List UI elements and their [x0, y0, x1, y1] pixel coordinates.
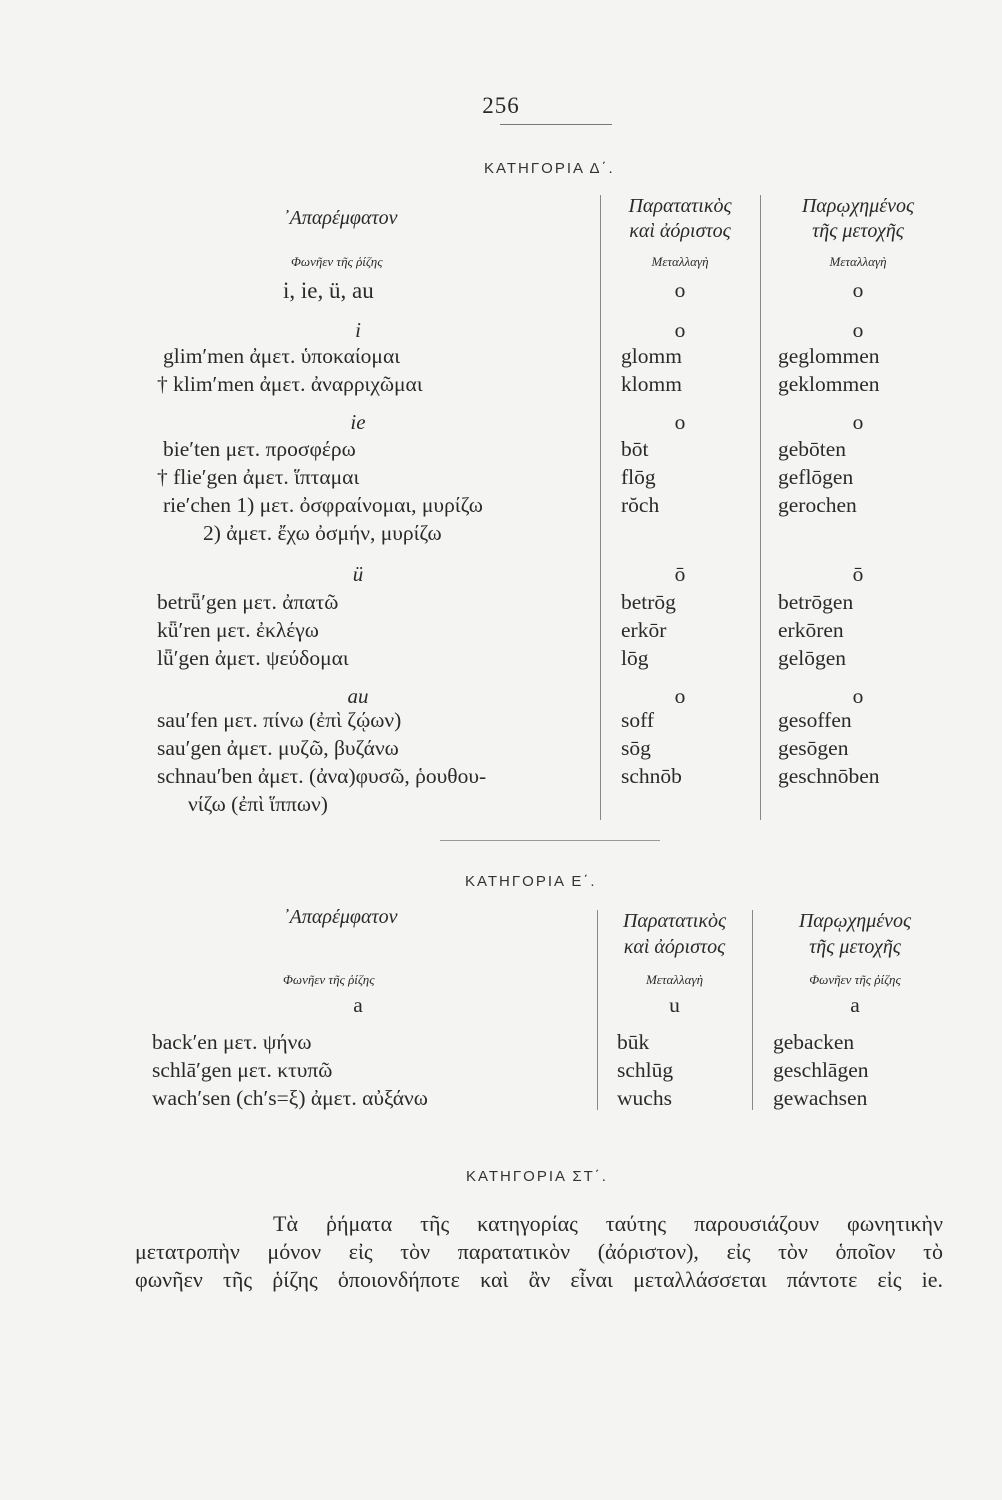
group-au-mutation-2: o: [674, 684, 686, 708]
table-row-past: lōg: [621, 646, 649, 670]
section-st-title: ΚΑΤΗΓΟΡΙΑ ΣΤ΄.: [466, 1168, 608, 1185]
group-grade-i: i: [355, 318, 361, 342]
section-d-col1-header: ᾿Απαρέμφατον: [283, 207, 398, 229]
section-d-divider-2: [760, 195, 761, 820]
table-row-past: sōg: [621, 736, 651, 760]
paragraph-line: φωνῆεν τῆς ῥίζης ὁποιονδήποτε καὶ ἂν εἶναι μεταλλάσσεται πάντοτε εἰς ie.: [135, 1267, 943, 1292]
table-row-past: klomm: [621, 372, 682, 396]
paragraph-line: Τὰ ῥήματα τῆς κατηγορίας ταύτης παρουσιάζουν φωνητικὴν: [273, 1211, 943, 1236]
section-e-col3-sub: Φωνῆεν τῆς ῥίζης: [809, 972, 901, 987]
table-row-past: bōt: [621, 437, 649, 461]
group-i-mutation-3: o: [852, 318, 864, 342]
section-d-title: ΚΑΤΗΓΟΡΙΑ Δ΄.: [484, 160, 615, 177]
group-ie-mutation-3: o: [852, 410, 864, 434]
section-st-paragraph: [135, 1210, 943, 1294]
table-row-participle: betrōgen: [778, 590, 854, 614]
table-row-infinitive-cont: 2) ἀμετ. ἔχω ὀσμήν, μυρίζω: [203, 521, 442, 545]
table-row-participle: gesoffen: [778, 708, 852, 732]
section-e-col2-header-2: καὶ ἀόριστος: [623, 936, 726, 958]
table-row-infinitive: glim′men ἀμετ. ὑποκαίομαι: [163, 344, 400, 368]
section-e-title: ΚΑΤΗΓΟΡΙΑ Ε΄.: [465, 873, 597, 890]
table-row-infinitive: sau′gen ἀμετ. μυζῶ, βυζάνω: [157, 736, 399, 760]
table-row-participle: geglommen: [778, 344, 880, 368]
section-e-divider-2: [752, 910, 753, 1110]
section-e-vowel-2: u: [669, 993, 680, 1017]
section-d-col2-header-2: καὶ ἀόριστος: [629, 220, 731, 242]
section-d-mutation-2: o: [674, 278, 686, 302]
table-row-participle: geschlāgen: [773, 1058, 869, 1082]
table-row-infinitive: kǖ′ren μετ. ἐκλέγω: [157, 618, 319, 642]
table-row-past: wuchs: [617, 1086, 672, 1110]
table-row-infinitive: schnau′ben ἀμετ. (ἀνα)φυσῶ, ῥουθου-: [157, 764, 487, 788]
table-row-participle: gesōgen: [778, 736, 849, 760]
section-d-col2-sub: Μεταλλαγὴ: [651, 254, 709, 269]
table-row-participle: gewachsen: [773, 1086, 868, 1110]
group-grade-u: ü: [352, 562, 364, 586]
paragraph-line: μετατροπὴν μόνον εἰς τὸν παρατατικὸν (ἀόριστον), εἰς τὸν ὁποῖον τὸ: [135, 1239, 943, 1264]
group-au-mutation-3: o: [852, 684, 864, 708]
page-number-rule: [500, 124, 612, 125]
table-row-past: schnōb: [621, 764, 682, 788]
table-row-past: flōg: [621, 465, 656, 489]
group-i-mutation-2: o: [674, 318, 686, 342]
table-row-infinitive: back′en μετ. ψήνω: [152, 1030, 312, 1054]
section-e-col3-header-1: Παρῳχημένος: [798, 910, 912, 932]
group-grade-ie: ie: [350, 410, 366, 434]
table-row-participle: gebacken: [773, 1030, 855, 1054]
table-row-past: schlūg: [617, 1058, 674, 1082]
section-separator: [440, 840, 660, 841]
table-row-infinitive: schlā′gen μετ. κτυπῶ: [152, 1058, 333, 1082]
section-e-col2-sub: Μεταλλαγὴ: [645, 972, 704, 987]
table-row-infinitive: rie′chen 1) μετ. ὀσφραίνομαι, μυρίζω: [163, 493, 483, 517]
group-grade-au: au: [347, 684, 369, 708]
section-e-col2-header-1: Παρατατικὸς: [622, 910, 727, 932]
table-row-participle: gebōten: [778, 437, 847, 461]
page-number: 256: [482, 93, 520, 118]
section-d-col2-header-1: Παρατατικὸς: [628, 195, 732, 217]
table-row-participle: gerochen: [778, 493, 857, 517]
table-row-past: erkōr: [621, 618, 667, 642]
section-d-col1-sub: Φωνῆεν τῆς ῥίζης: [291, 254, 383, 269]
section-e-vowel-1: a: [353, 993, 363, 1017]
group-u-mutation-3: ō: [852, 562, 864, 586]
table-row-infinitive: † klim′men ἀμετ. ἀναρριχῶμαι: [157, 372, 423, 396]
table-row-past: soff: [621, 708, 655, 732]
table-row-participle: gelōgen: [778, 646, 847, 670]
section-e-col1-sub: Φωνῆεν τῆς ῥίζης: [283, 972, 375, 987]
section-e-col3-header-2: τῆς μετοχῆς: [809, 936, 901, 958]
table-row-infinitive: betrǖ′gen μετ. ἀπατῶ: [157, 590, 339, 614]
group-u-mutation-2: ō: [674, 562, 686, 586]
section-e-col1-header: ᾿Απαρέμφατον: [283, 906, 398, 928]
section-d-col3-header-2: τῆς μετοχῆς: [812, 220, 904, 242]
section-e-vowel-3: a: [850, 993, 860, 1017]
table-row-infinitive: bie′ten μετ. προσφέρω: [163, 437, 356, 461]
table-row-participle: erkōren: [778, 618, 844, 642]
section-d-col3-sub: Μεταλλαγὴ: [829, 254, 887, 269]
table-row-participle: geschnōben: [778, 764, 880, 788]
table-row-infinitive: † flie′gen ἀμετ. ἵπταμαι: [157, 465, 360, 489]
table-row-infinitive: lǖ′gen ἀμετ. ψεύδομαι: [157, 646, 349, 670]
group-ie-mutation-2: o: [674, 410, 686, 434]
table-row-participle: geklommen: [778, 372, 880, 396]
table-row-infinitive: sau′fen μετ. πίνω (ἐπὶ ζῴων): [157, 708, 402, 732]
table-row-infinitive-cont: νίζω (ἐπὶ ἵππων): [188, 792, 328, 816]
section-d-mutation-3: o: [852, 278, 864, 302]
table-row-past: betrōg: [621, 590, 676, 614]
section-d-col3-header-1: Παρῳχημένος: [801, 195, 915, 217]
table-row-participle: geflōgen: [778, 465, 854, 489]
table-row-infinitive: wach′sen (ch′s=ξ) ἀμετ. αὐξάνω: [152, 1086, 428, 1110]
section-d-root-vowels: i, ie, ü, au: [283, 278, 374, 303]
table-row-past: glomm: [621, 344, 682, 368]
table-row-past: būk: [617, 1030, 650, 1054]
table-row-past: rŏch: [621, 493, 660, 517]
